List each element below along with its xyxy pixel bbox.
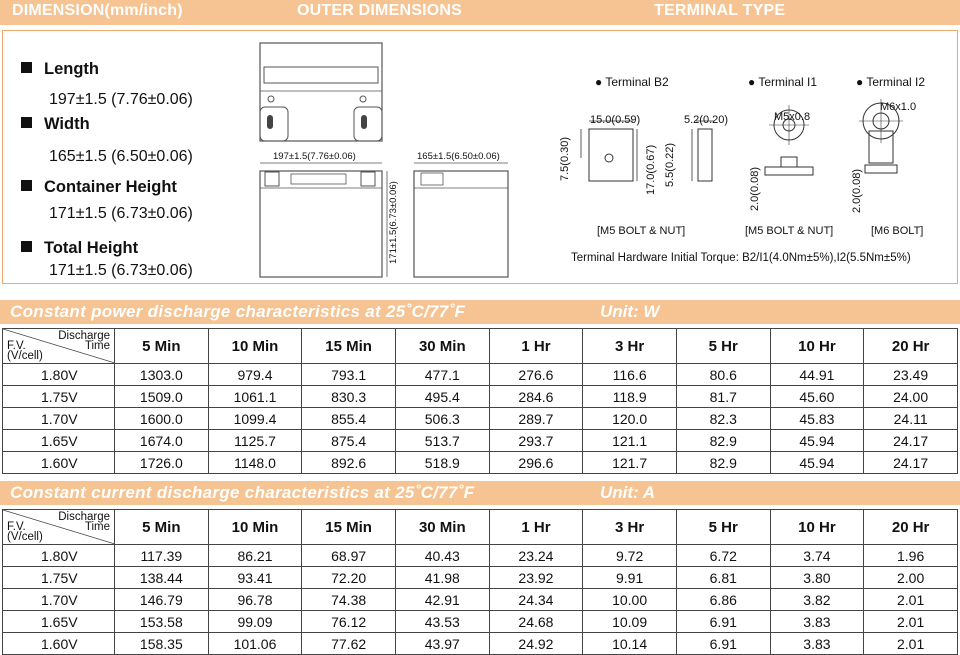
power-section-title: Constant power discharge characteristics at 25˚C/77˚F [10,302,466,321]
dimension-label: DIMENSION(mm/inch) [12,2,183,19]
value-cell: 24.34 [489,589,583,611]
value-cell: 40.43 [395,545,489,567]
current-section-unit: Unit: A [600,483,656,502]
value-cell: 1674.0 [115,430,209,452]
terminal-i1-label: ● Terminal I1 [748,75,818,89]
value-cell: 23.92 [489,567,583,589]
value-cell: 101.06 [208,633,302,655]
spec-header-bar [0,0,960,25]
value-cell: 24.92 [489,633,583,655]
value-cell: 138.44 [115,567,209,589]
fv-label: F.V. [7,340,26,352]
col-header: 10 Hr [770,510,864,545]
current-section-bar [0,481,960,505]
b2-hole-offset-dim: 5.5(0.22) [664,142,676,187]
container-height-value: 171±1.5 (6.73±0.06) [49,205,193,222]
value-cell: 9.91 [583,567,677,589]
value-cell: 43.97 [395,633,489,655]
value-cell: 1061.1 [208,386,302,408]
value-cell: 45.94 [770,430,864,452]
fv-cell: 1.65V [3,430,115,452]
value-cell: 6.72 [676,545,770,567]
col-header: 3 Hr [583,510,677,545]
fv-label: F.V. [7,521,26,533]
power-table-body [3,364,958,474]
col-header: 1 Hr [489,329,583,364]
value-cell: 77.62 [302,633,396,655]
value-cell: 9.72 [583,545,677,567]
value-cell: 82.9 [676,452,770,474]
value-cell: 116.6 [583,364,677,386]
value-cell: 72.20 [302,567,396,589]
value-cell: 80.6 [676,364,770,386]
value-cell: 93.41 [208,567,302,589]
value-cell: 1148.0 [208,452,302,474]
col-header: 15 Min [302,510,396,545]
current-discharge-table [2,509,958,655]
value-cell: 1.96 [864,545,958,567]
value-cell: 3.80 [770,567,864,589]
value-cell: 121.1 [583,430,677,452]
fv-cell: 1.60V [3,633,115,655]
value-cell: 875.4 [302,430,396,452]
value-cell: 793.1 [302,364,396,386]
value-cell: 293.7 [489,430,583,452]
value-cell: 3.83 [770,633,864,655]
col-header: 30 Min [395,329,489,364]
value-cell: 276.6 [489,364,583,386]
b2-hole-height-dim: 17.0(0.67) [645,144,657,195]
b2-height-dim: 7.5(0.30) [559,136,571,181]
value-cell: 1125.7 [208,430,302,452]
value-cell: 24.17 [864,452,958,474]
value-cell: 23.49 [864,364,958,386]
table-row [3,589,958,611]
b2-bolt-type: [M5 BOLT & NUT] [597,225,686,237]
value-cell: 44.91 [770,364,864,386]
value-cell: 830.3 [302,386,396,408]
current-section-title: Constant current discharge characteristics at 25˚C/77˚F [10,483,475,502]
value-cell: 146.79 [115,589,209,611]
total-height-value: 171±1.5 (6.73±0.06) [49,262,193,279]
value-cell: 117.39 [115,545,209,567]
value-cell: 1509.0 [115,386,209,408]
table-row [3,364,958,386]
dimensions-panel [2,30,958,284]
value-cell: 979.4 [208,364,302,386]
bullet-square-icon [21,241,32,252]
value-cell: 513.7 [395,430,489,452]
width-value: 165±1.5 (6.50±0.06) [49,148,193,165]
value-cell: 2.01 [864,611,958,633]
value-cell: 96.78 [208,589,302,611]
col-header: 15 Min [302,329,396,364]
value-cell: 153.58 [115,611,209,633]
i1-thread: M5x0.8 [774,111,811,123]
terminal-i2-label: ● Terminal I2 [856,75,926,89]
fv-cell: 1.70V [3,408,115,430]
power-section-bar [0,300,960,324]
value-cell: 1099.4 [208,408,302,430]
i2-base-dim: 2.0(0.08) [851,168,863,213]
value-cell: 99.09 [208,611,302,633]
fv-cell: 1.60V [3,452,115,474]
value-cell: 41.98 [395,567,489,589]
col-header: 20 Hr [864,510,958,545]
i1-base-dim: 2.0(0.08) [749,166,761,211]
value-cell: 506.3 [395,408,489,430]
current-table-body [3,545,958,655]
total-height-label: Total Height [21,239,138,258]
fv-cell: 1.80V [3,545,115,567]
fv-cell: 1.80V [3,364,115,386]
bullet-square-icon [21,180,32,191]
container-height-label: Container Height [21,178,177,197]
value-cell: 495.4 [395,386,489,408]
discharge-label: Discharge [58,511,110,523]
value-cell: 284.6 [489,386,583,408]
value-cell: 76.12 [302,611,396,633]
torque-note: Terminal Hardware Initial Torque: B2/I1(4.0Nm±5%),I2(5.5Nm±5%) [571,252,911,264]
fv-cell: 1.65V [3,611,115,633]
value-cell: 23.24 [489,545,583,567]
i2-bolt-type: [M6 BOLT] [871,225,924,237]
fv-cell: 1.75V [3,567,115,589]
value-cell: 6.81 [676,567,770,589]
value-cell: 81.7 [676,386,770,408]
col-header: 5 Min [115,510,209,545]
power-section-unit: Unit: W [600,302,660,321]
value-cell: 10.00 [583,589,677,611]
time-label: Time [84,521,110,533]
col-header: 30 Min [395,510,489,545]
i2-thread: M6x1.0 [880,101,917,113]
bullet-square-icon [21,62,32,73]
value-cell: 1726.0 [115,452,209,474]
i1-bolt-type: [M5 BOLT & NUT] [745,225,834,237]
value-cell: 43.53 [395,611,489,633]
terminal-type-label: TERMINAL TYPE [654,2,786,19]
table-row [3,545,958,567]
value-cell: 68.97 [302,545,396,567]
value-cell: 45.60 [770,386,864,408]
corner-cell [3,329,115,364]
table-header-row [3,510,958,545]
value-cell: 6.91 [676,611,770,633]
col-header: 3 Hr [583,329,677,364]
value-cell: 2.00 [864,567,958,589]
b2-width-dim: 15.0(0.59) [590,114,641,126]
outer-dimensions-label: OUTER DIMENSIONS [297,2,462,19]
fv-cell: 1.70V [3,589,115,611]
terminal-b2-label: ● Terminal B2 [595,75,669,89]
corner-cell [3,510,115,545]
value-cell: 45.83 [770,408,864,430]
value-cell: 6.91 [676,633,770,655]
value-cell: 121.7 [583,452,677,474]
value-cell: 10.09 [583,611,677,633]
value-cell: 3.74 [770,545,864,567]
outer-height-dim: 171±1.5(6.73±0.06) [388,181,399,264]
value-cell: 74.38 [302,589,396,611]
value-cell: 6.86 [676,589,770,611]
value-cell: 24.17 [864,430,958,452]
table-row [3,452,958,474]
outer-length-dim: 197±1.5(7.76±0.06) [273,151,356,162]
col-header: 5 Hr [676,329,770,364]
col-header: 10 Min [208,510,302,545]
fv-cell: 1.75V [3,386,115,408]
table-row [3,386,958,408]
value-cell: 1303.0 [115,364,209,386]
value-cell: 289.7 [489,408,583,430]
col-header: 5 Min [115,329,209,364]
col-header: 1 Hr [489,510,583,545]
col-header: 20 Hr [864,329,958,364]
value-cell: 120.0 [583,408,677,430]
value-cell: 296.6 [489,452,583,474]
length-label: Length [21,60,99,79]
length-value: 197±1.5 (7.76±0.06) [49,91,193,108]
value-cell: 855.4 [302,408,396,430]
value-cell: 82.9 [676,430,770,452]
value-cell: 892.6 [302,452,396,474]
value-cell: 86.21 [208,545,302,567]
value-cell: 118.9 [583,386,677,408]
vcell-label: (V/cell) [7,531,43,543]
value-cell: 3.83 [770,611,864,633]
b2-thickness-dim: 5.2(0.20) [684,114,729,126]
col-header: 10 Min [208,329,302,364]
col-header: 10 Hr [770,329,864,364]
bullet-square-icon [21,117,32,128]
value-cell: 24.11 [864,408,958,430]
table-row [3,430,958,452]
value-cell: 24.68 [489,611,583,633]
time-label: Time [84,340,110,352]
value-cell: 2.01 [864,589,958,611]
table-row [3,633,958,655]
value-cell: 45.94 [770,452,864,474]
value-cell: 1600.0 [115,408,209,430]
value-cell: 518.9 [395,452,489,474]
value-cell: 2.01 [864,633,958,655]
table-row [3,408,958,430]
outer-width-dim: 165±1.5(6.50±0.06) [417,151,500,162]
power-discharge-table [2,328,958,474]
vcell-label: (V/cell) [7,350,43,362]
value-cell: 24.00 [864,386,958,408]
value-cell: 477.1 [395,364,489,386]
col-header: 5 Hr [676,510,770,545]
table-row [3,567,958,589]
table-header-row [3,329,958,364]
value-cell: 10.14 [583,633,677,655]
value-cell: 3.82 [770,589,864,611]
table-row [3,611,958,633]
value-cell: 42.91 [395,589,489,611]
value-cell: 158.35 [115,633,209,655]
width-label: Width [21,115,90,134]
value-cell: 82.3 [676,408,770,430]
discharge-label: Discharge [58,330,110,342]
